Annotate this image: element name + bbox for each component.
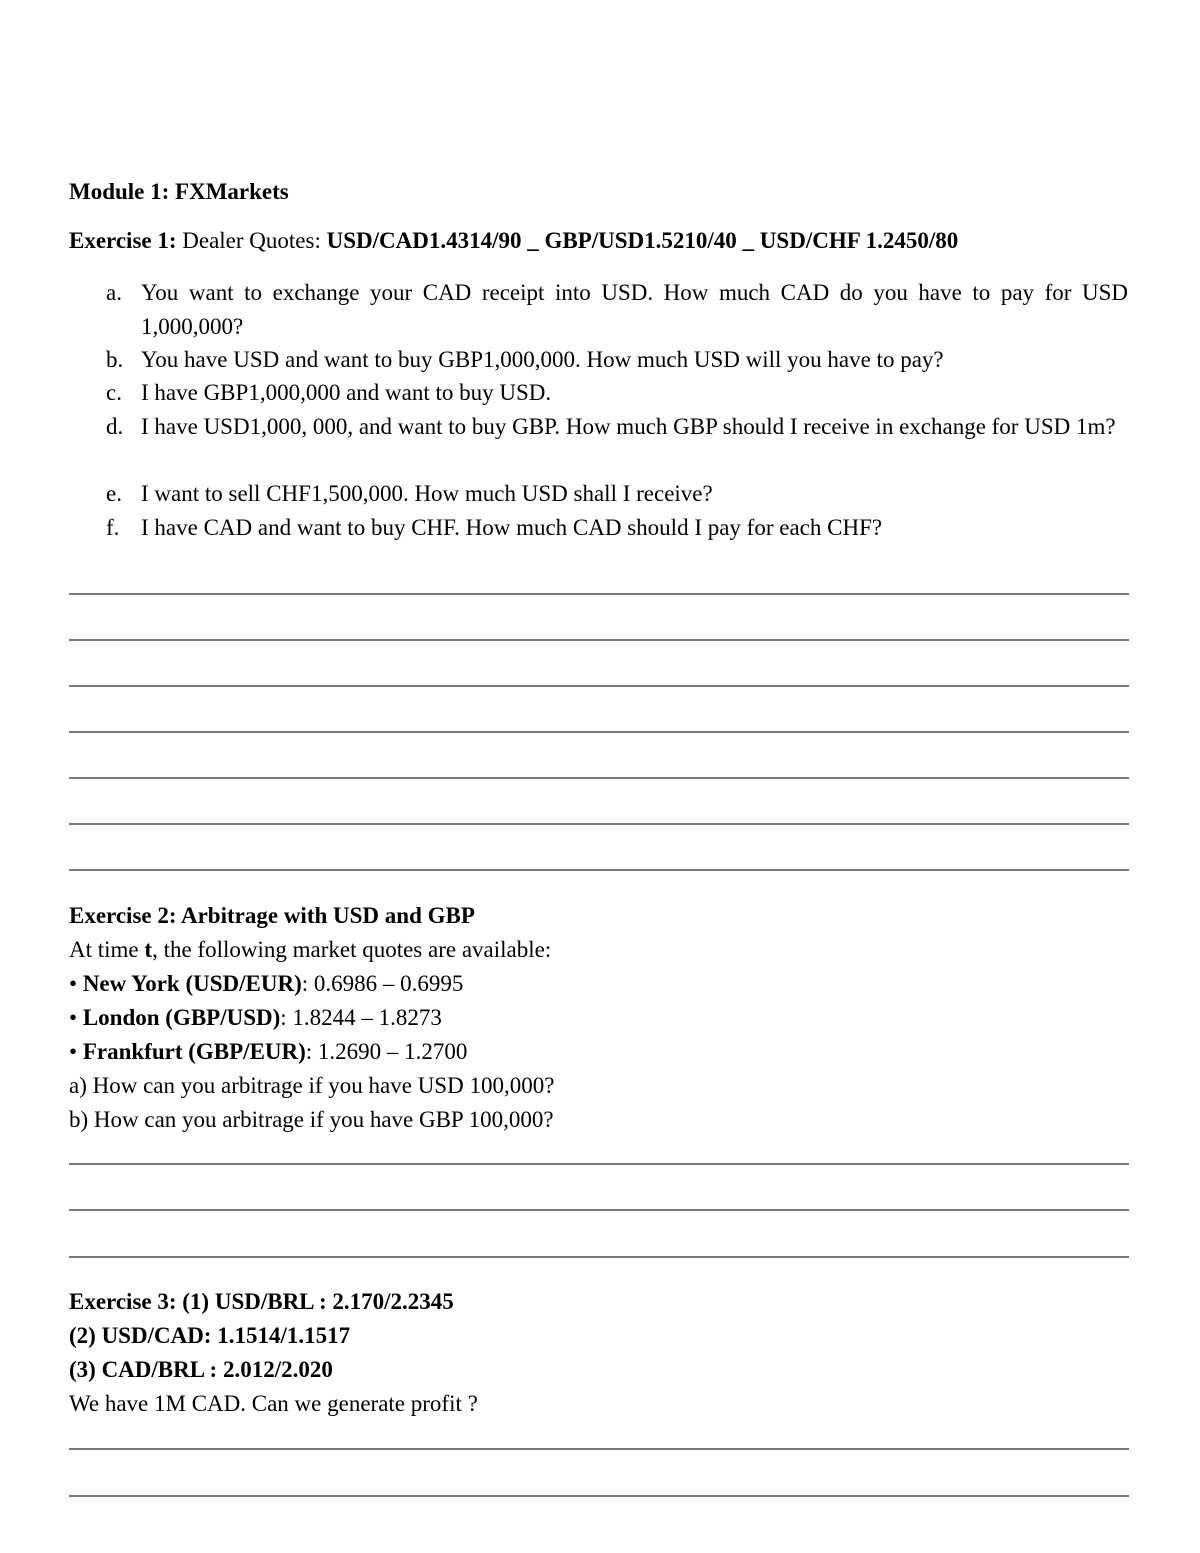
bullet: • (69, 971, 83, 996)
exercise-1-label: Exercise 1: (69, 228, 177, 253)
answer-line[interactable] (69, 777, 1129, 779)
question-text: I have USD1,000, 000, and want to buy GBP. How much GBP should I receive in exchange for USD 1m? (141, 414, 1116, 439)
exercise-3-line-1: Exercise 3: (1) USD/BRL : 2.170/2.2345 (69, 1289, 454, 1314)
answer-line[interactable] (69, 1209, 1129, 1211)
currency-pair: (USD/EUR) (185, 971, 302, 996)
exercise-1-question-a (106, 276, 1128, 343)
market-name: London (82, 1005, 160, 1030)
exercise-3-line-2: (2) USD/CAD: 1.1514/1.1517 (69, 1323, 351, 1348)
exercise-1-question-b (106, 343, 1128, 377)
question-marker: e. (106, 481, 122, 506)
market-quote: : 0.6986 – 0.6995 (301, 971, 464, 996)
market-quote-new-york (69, 969, 1128, 999)
currency-pair: (GBP/USD) (165, 1005, 281, 1030)
bullet: • (69, 1005, 83, 1030)
question-text: I want to sell CHF1,500,000. How much USD shall I receive? (141, 481, 713, 506)
answer-line[interactable] (69, 869, 1129, 871)
exercise-1-quotes: USD/CAD1.4314/90 _ GBP/USD1.5210/40 _ USD/CHF 1.2450/80 (326, 228, 959, 253)
intro-text: At time (69, 937, 145, 962)
exercise-1-quotes-intro: Dealer Quotes: (176, 228, 327, 253)
answer-line[interactable] (69, 823, 1129, 825)
question-marker: a. (106, 280, 122, 305)
answer-line[interactable] (69, 1163, 1129, 1165)
exercise-2-title: Exercise 2: Arbitrage with USD and GBP (69, 903, 475, 928)
exercise-1-question-c (106, 376, 1128, 410)
question-marker: d. (106, 414, 124, 439)
exercise-3-line-3: (3) CAD/BRL : 2.012/2.020 (69, 1357, 333, 1382)
question-text: You have USD and want to buy GBP1,000,000. How much USD will you have to pay? (141, 347, 944, 372)
exercise-1-question-f (106, 511, 1128, 545)
answer-line[interactable] (69, 1256, 1129, 1258)
bullet: • (69, 1039, 83, 1064)
exercise-2-intro (69, 935, 1128, 965)
answer-line[interactable] (69, 731, 1129, 733)
answer-line[interactable] (69, 1448, 1129, 1450)
exercise-2-question-a: a) How can you arbitrage if you have USD 100,000? (69, 1073, 555, 1098)
exercise-3-question: We have 1M CAD. Can we generate profit ? (69, 1391, 478, 1416)
question-marker: c. (106, 380, 122, 405)
intro-text: , the following market quotes are available: (152, 937, 552, 962)
exercise-1-question-d (106, 410, 1128, 444)
question-marker: b. (106, 347, 124, 372)
market-name: New York (82, 971, 180, 996)
market-quote: : 1.8244 – 1.8273 (280, 1005, 442, 1030)
answer-line[interactable] (69, 685, 1129, 687)
currency-pair: (GBP/EUR) (188, 1039, 306, 1064)
exercise-1-question-e (106, 477, 1128, 511)
question-marker: f. (106, 515, 120, 540)
market-quote: : 1.2690 – 1.2700 (305, 1039, 468, 1064)
answer-line[interactable] (69, 593, 1129, 595)
question-text: I have GBP1,000,000 and want to buy USD. (141, 380, 552, 405)
answer-line[interactable] (69, 1495, 1129, 1497)
question-text: You want to exchange your CAD receipt into USD. How much CAD do you have to pay for USD 1,000,000? (141, 280, 1128, 339)
market-quote-frankfurt (69, 1037, 1128, 1067)
intro-time-variable: t (144, 937, 153, 962)
question-text: I have CAD and want to buy CHF. How much CAD should I pay for each CHF? (141, 515, 883, 540)
exercise-2-question-b: b) How can you arbitrage if you have GBP 100,000? (69, 1107, 554, 1132)
market-quote-london (69, 1003, 1128, 1033)
answer-line[interactable] (69, 639, 1129, 641)
module-title: Module 1: FXMarkets (69, 179, 289, 204)
market-name: Frankfurt (82, 1039, 183, 1064)
exercise-1-header (69, 226, 1128, 256)
